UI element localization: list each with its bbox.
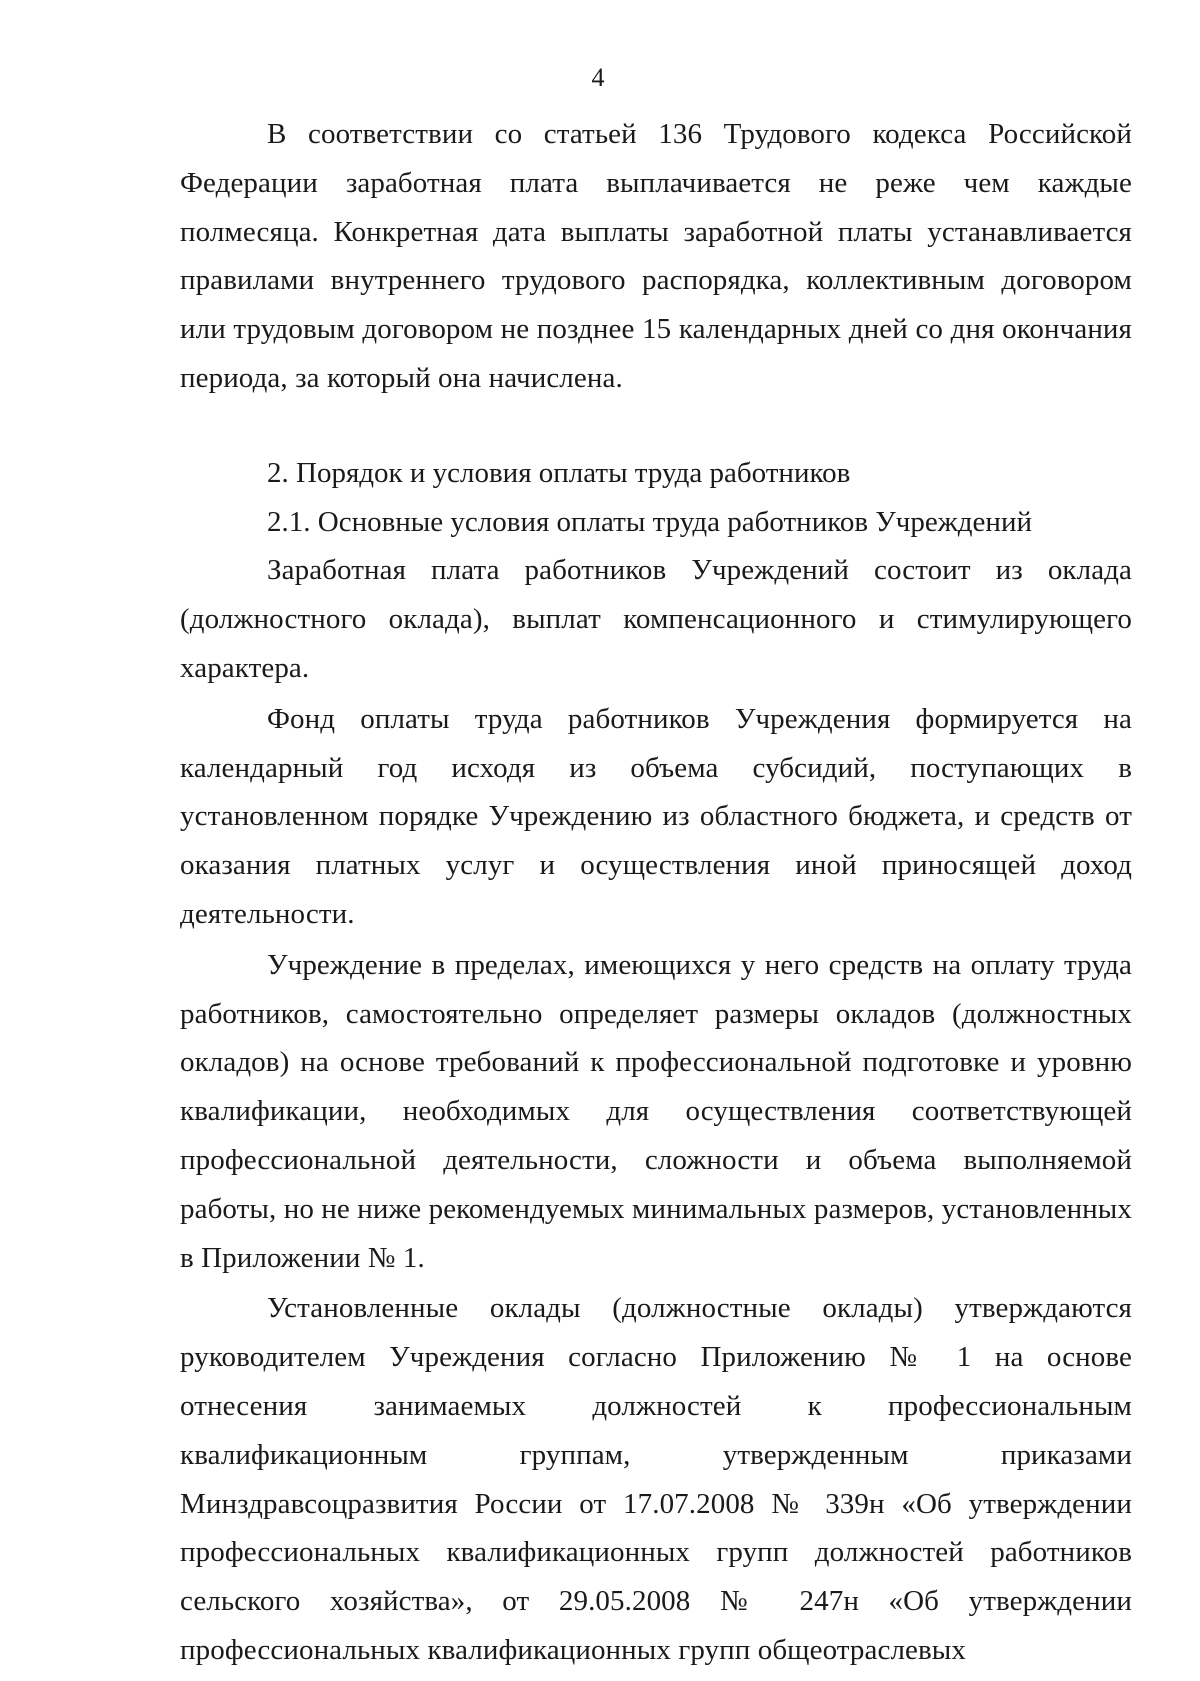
page-number: 4 (591, 63, 605, 92)
paragraph-salary-determination: Учреждение в пределах, имеющихся у него средств на оплату труда работников, самостоятельно определяет размеры окладов (должностных окладов) на основе требований к профессиональной подготовке и уровню квалификации, необходимых для осуществления соответствующей профессиональной деятельности, сложности и объема выполняемой работы, но не ниже рекомендуемых минимальных размеров, установленных в Приложении № 1. (180, 948, 1132, 1274)
subsection-heading-2-1: 2.1. Основные условия оплаты труда работников Учреждений (267, 505, 1032, 538)
paragraph-salary-payment-terms: В соответствии со статьей 136 Трудового кодекса Российской Федерации заработная плата выплачивается не реже чем каждые полмесяца. Конкретная дата выплаты заработной платы устанавливается правилами внутреннего трудового распорядка, коллективным договором или трудовым договором не позднее 15 календарных дней со дня окончания периода, за который она начислена. (180, 118, 1132, 394)
paragraph-salary-composition: Заработная плата работников Учреждений состоит из оклада (должностного оклада), выплат компенсационного и стимулирующего характера. (180, 554, 1132, 684)
section-heading-2: 2. Порядок и условия оплаты труда работников (267, 456, 851, 489)
paragraph-salary-approval: Установленные оклады (должностные оклады) утверждаются руководителем Учреждения согласно Приложению № 1 на основе отнесения занимаемых должностей к профессиональным квалификационным группам, утвержденным приказами Минздравсоцразвития России от 17.07.2008 № 339н «Об утверждении профессиональных квалификационных групп должностей работников сельского хозяйства», от 29.05.2008 № 247н «Об утверждении профессиональных квалификационных групп общеотраслевых (180, 1292, 1132, 1666)
document-body (180, 110, 1132, 1675)
paragraph-payroll-fund: Фонд оплаты труда работников Учреждения формируется на календарный год исходя из объема субсидий, поступающих в установленном порядке Учреждению из областного бюджета, и средств от оказания платных услуг и осуществления иной приносящей доход деятельности. (180, 702, 1132, 930)
